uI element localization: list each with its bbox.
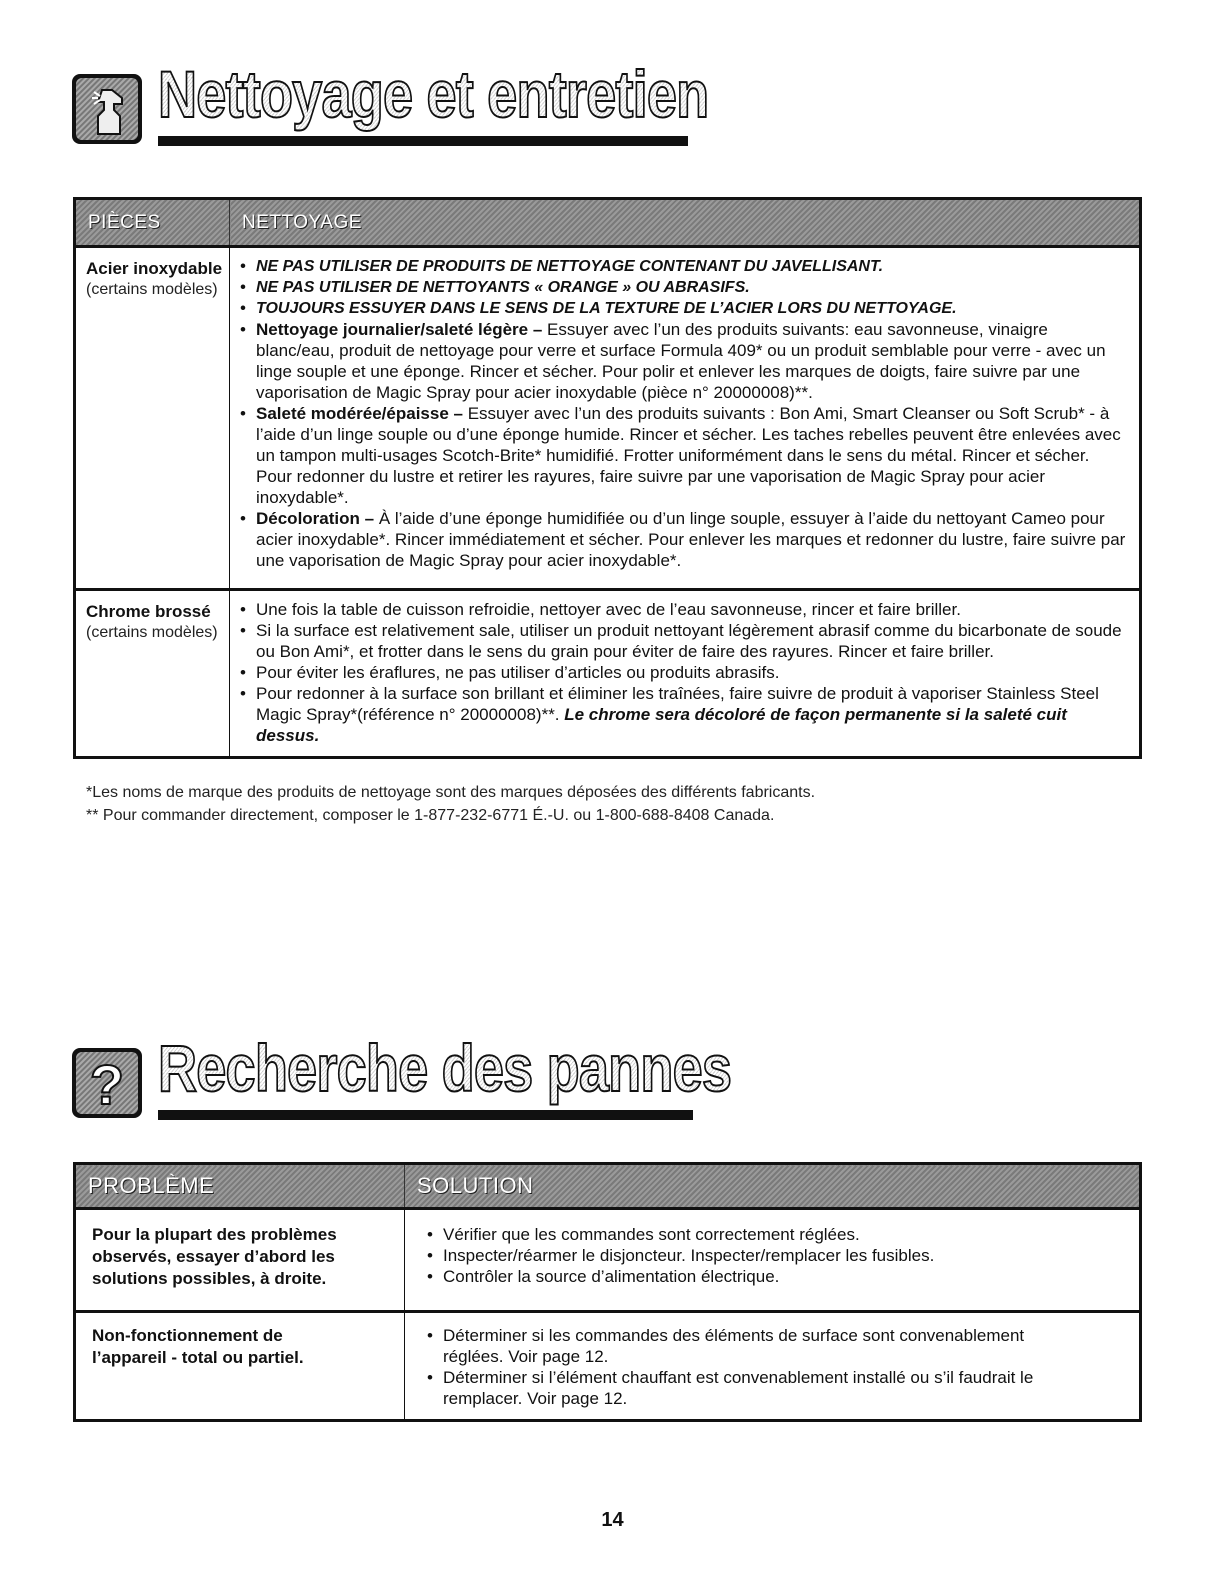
part-models-note: (certains modèles) bbox=[86, 624, 218, 641]
header-solution: SOLUTION bbox=[405, 1164, 1141, 1209]
footnote-ordering: ** Pour commander directement, composer le 1-877-232-6771 É.-U. ou 1-800-688-8408 Canada. bbox=[86, 807, 775, 824]
list-item: • Décoloration – À l’aide d’une éponge humidifiée ou d’un linge souple, essuyer à l’aide du nettoyant Cameo pour acier inoxydable*. Rincer immédiatement et sécher. Pour enlever les marques et redonner du lustre, faire suivre par une vaporisation de Magic Spray pour acier inoxydable*. bbox=[238, 508, 1129, 571]
svg-text:?: ? bbox=[89, 1053, 125, 1116]
warning-item: • TOUJOURS ESSUYER DANS LE SENS DE LA TEXTURE DE L’ACIER LORS DU NETTOYAGE. bbox=[238, 298, 1129, 319]
table-row bbox=[75, 590, 1141, 758]
warning-item: • NE PAS UTILISER DE NETTOYANTS « ORANGE » OU ABRASIFS. bbox=[238, 277, 1129, 298]
table-row bbox=[75, 1312, 1141, 1421]
list-item: • Une fois la table de cuisson refroidie, nettoyer avec de l’eau savonneuse, rincer et faire briller. bbox=[238, 599, 1129, 620]
solution-item: • Déterminer si l’élément chauffant est convenablement installé ou s’il faudrait le remplacer. Voir page 12. bbox=[425, 1367, 1109, 1409]
title-underline bbox=[158, 136, 688, 146]
problem-text: Non-fonctionnement de l’appareil - total ou partiel. bbox=[92, 1326, 304, 1367]
list-item: • Pour éviter les éraflures, ne pas utiliser d’articles ou produits abrasifs. bbox=[238, 662, 1129, 683]
header-pieces: PIÈCES bbox=[75, 199, 230, 247]
list-item: • Pour redonner à la surface son brillant et éliminer les traînées, faire suivre de produit à vaporiser Stainless Steel Magic Spray*(référence n° 20000008)**. Le chrome sera décoloré de façon permanente si la saleté cuit dessus. bbox=[238, 683, 1129, 746]
section-title: Recherche des pannes bbox=[158, 1031, 732, 1105]
table-row bbox=[75, 1209, 1141, 1312]
header-nettoyage: NETTOYAGE bbox=[230, 199, 1141, 247]
title-underline bbox=[158, 1110, 693, 1120]
page-number: 14 bbox=[601, 1509, 624, 1531]
header-probleme: PROBLÈME bbox=[75, 1164, 405, 1209]
solution-item: • Inspecter/réarmer le disjoncteur. Inspecter/remplacer les fusibles. bbox=[425, 1245, 1129, 1266]
solution-item: • Vérifier que les commandes sont correctement réglées. bbox=[425, 1224, 1129, 1245]
list-item: • Saleté modérée/épaisse – Essuyer avec l’un des produits suivants : Bon Ami, Smart Cleanser ou Soft Scrub* - à l’aide d’un linge souple ou d’une éponge humide. Rincer et sécher. Les taches rebelles peuvent être enlevées avec un tampon multi-usages Scotch-Brite* humidifié. Frotter uniformément dans le sens du métal. Rincer et sécher. Pour redonner du lustre et retirer les rayures, faire suivre par une vaporisation de Magic Spray pour acier inoxydable*. bbox=[238, 403, 1129, 508]
part-name: Chrome brossé bbox=[86, 602, 211, 621]
cleaning-table bbox=[73, 197, 1142, 759]
list-item: • Si la surface est relativement sale, utiliser un produit nettoyant légèrement abrasif comme du bicarbonate de soude ou Bon Ami*, et frotter dans le sens du grain pour éviter de faire des rayures. Rincer et faire briller. bbox=[238, 620, 1129, 662]
spray-bottle-icon bbox=[72, 74, 142, 144]
question-mark-icon bbox=[72, 1048, 142, 1118]
part-name: Acier inoxydable bbox=[86, 259, 223, 278]
solution-item: • Contrôler la source d’alimentation électrique. bbox=[425, 1266, 1129, 1287]
warning-item: • NE PAS UTILISER DE PRODUITS DE NETTOYAGE CONTENANT DU JAVELLISANT. bbox=[238, 256, 1129, 277]
list-item: • Nettoyage journalier/saleté légère – Essuyer avec l’un des produits suivants: eau savonneuse, vinaigre blanc/eau, produit de nettoyage pour verre et surface Formula 409* ou un produit semblable pour verre - avec un linge souple et une éponge. Rincer et sécher. Pour polir et enlever les marques de doigts, faire suivre par une vaporisation de Magic Spray pour acier inoxydable (pièce n° 20000008)**. bbox=[238, 319, 1129, 403]
footnotes bbox=[86, 781, 815, 827]
solution-item: • Déterminer si les commandes des éléments de surface sont convenablement réglées. Voir page 12. bbox=[425, 1325, 1033, 1367]
footnote-trademarks: *Les noms de marque des produits de nettoyage sont des marques déposées des différents fabricants. bbox=[86, 784, 816, 801]
troubleshooting-table bbox=[73, 1162, 1142, 1422]
problem-text: Pour la plupart des problèmes observés, essayer d’abord les solutions possibles, à droite. bbox=[92, 1225, 337, 1288]
table-row bbox=[75, 247, 1141, 590]
page-title: Nettoyage et entretien bbox=[158, 57, 709, 131]
part-models-note: (certains modèles) bbox=[86, 281, 218, 298]
